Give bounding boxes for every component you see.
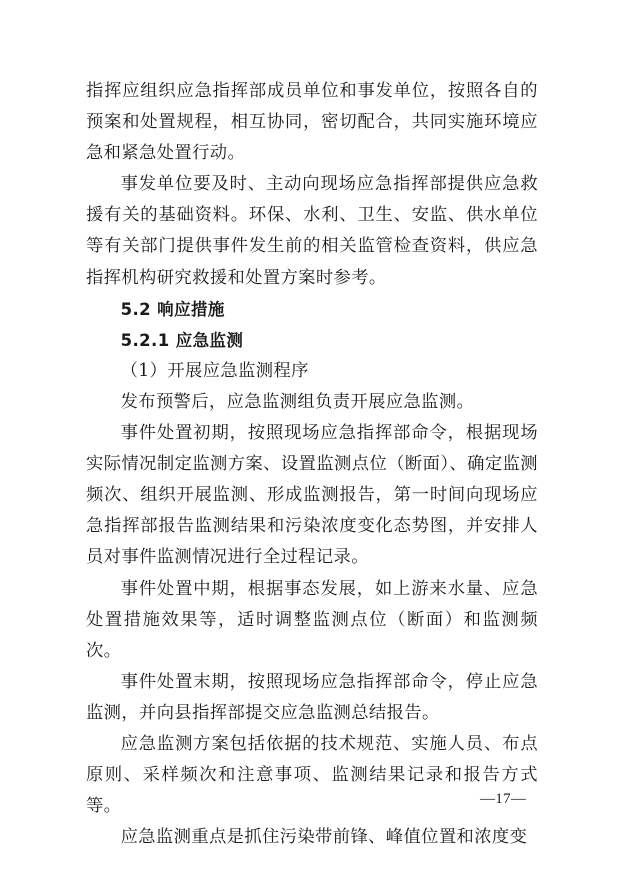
paragraph: 发布预警后，应急监测组负责开展应急监测。 xyxy=(120,391,475,412)
paragraph: 指挥应组织应急指挥部成员单位和事发单位，按照各自的预案和处置规程，相互协同，密切配合，共同实施环境应急和紧急处置行动。 xyxy=(86,81,538,164)
paragraph: 事件处置末期，按照现场应急指挥部命令，停止应急监测，并向县指挥部提交应急监测总结报告。 xyxy=(86,671,538,723)
paragraph: 事件处置初期，按照现场应急指挥部命令，根据现场实际情况制定监测方案、设置监测点位（断面）、确定监测频次、组织开展监测、形成监测报告，第一时间向现场应急指挥部报告监测结果和污染浓度变化态势图，并安排人员对事件监测情况进行全过程记录。 xyxy=(86,423,538,568)
item-title: （1）开展应急监测程序 xyxy=(120,360,309,381)
page-number: —17— xyxy=(480,791,527,807)
section-heading: 5.2 响应措施 xyxy=(120,299,225,319)
page-body xyxy=(86,76,538,853)
subsection-heading: 5.2.1 应急监测 xyxy=(120,330,244,350)
paragraph: 事件处置中期，根据事态发展，如上游来水量、应急处置措施效果等，适时调整监测点位（断面）和监测频次。 xyxy=(86,578,538,661)
paragraph: 应急监测方案包括依据的技术规范、实施人员、布点原则、采样频次和注意事项、监测结果记录和报告方式等。 xyxy=(86,733,538,817)
paragraph: 应急监测重点是抓住污染带前锋、峰值位置和浓度变 xyxy=(120,827,528,848)
paragraph: 事发单位要及时、主动向现场应急指挥部提供应急救援有关的基础资料。环保、水利、卫生、安监、供水单位等有关部门提供事件发生前的相关监管检查资料，供应急指挥机构研究救援和处置方案时参考。 xyxy=(86,174,538,288)
